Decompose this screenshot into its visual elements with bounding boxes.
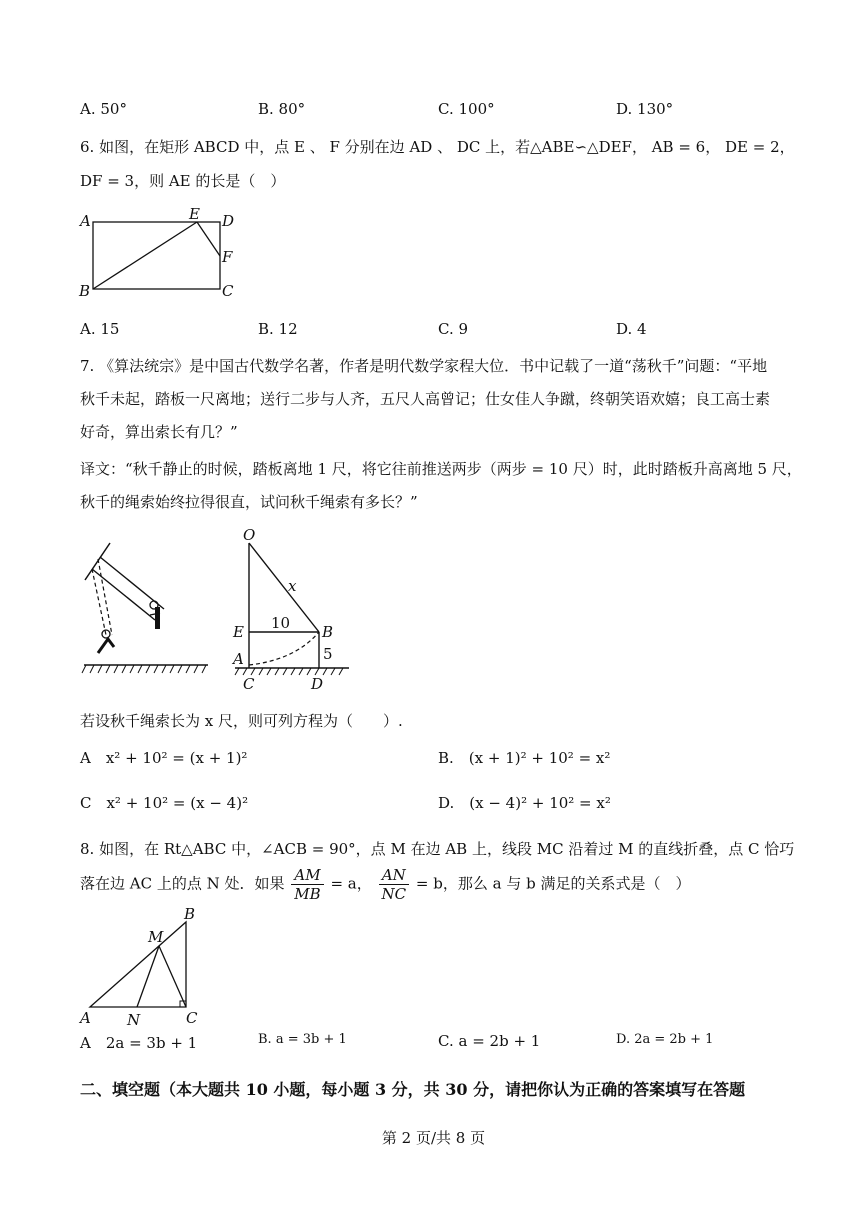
segment-mc	[159, 946, 186, 1007]
fraction-mb: MB	[294, 885, 321, 903]
fraction-am-mb	[291, 866, 323, 903]
q8-eq-a: = a，	[330, 874, 372, 893]
label-c: C	[243, 675, 255, 693]
label-m: M	[148, 928, 164, 946]
label-a: A	[233, 650, 244, 668]
q6-stem-line2: DF = 3，则 AE 的长是（ ）	[80, 172, 286, 190]
q7-option-c: C x² + 10² = (x − 4)²	[80, 794, 249, 812]
label-d: D	[311, 675, 324, 693]
q7-option-b: B. (x + 1)² + 10² = x²	[438, 749, 611, 767]
label-b: B	[184, 905, 196, 923]
label-f: F	[222, 248, 233, 266]
q6-stem-line1: 6. 如图，在矩形 ABCD 中，点 E 、 F 分别在边 AD 、 DC 上，若△ABE∽△DEF， AB = 6， DE = 2，	[80, 138, 795, 156]
label-b: B	[79, 282, 91, 300]
q8-stem-text-b: = b，那么 a 与 b 满足的关系式是（ ）	[415, 874, 691, 893]
q8-stem-line1: 8. 如图，在 Rt△ABC 中，∠ACB = 90°，点 M 在边 AB 上，线段 MC 沿着过 M 的直线折叠，点 C 恰巧	[80, 840, 795, 858]
segment-be	[93, 222, 197, 289]
label-c: C	[222, 282, 234, 300]
fraction-am: AM	[291, 866, 323, 885]
label-o: O	[243, 526, 256, 544]
q8-option-a: A 2a = 3b + 1	[80, 1034, 198, 1052]
q8-option-b: B. a = 3b + 1	[258, 1032, 347, 1047]
q7-prompt: 若设秋千绳索长为 x 尺，则可列方程为（ ）.	[80, 712, 403, 730]
q7-stem-line1: 7. 《算法统宗》是中国古代数学名著，作者是明代数学家程大位．书中记载了一道“荡秋千”问题：“平地	[80, 357, 768, 375]
q7-stem-line2: 秋千未起，踏板一尺离地；送行二步与人齐，五尺人高曾记；仕女佳人争蹴，终朝笑语欢嬉；良工高士素	[80, 390, 771, 408]
q8-stem-text-a: 落在边 AC 上的点 N 处．如果	[80, 874, 285, 893]
q7-option-a: A x² + 10² = (x + 1)²	[80, 749, 248, 767]
q7-option-d: D. (x − 4)² + 10² = x²	[438, 794, 611, 812]
q6-option-b: B. 12	[258, 320, 298, 338]
q6-option-d: D. 4	[616, 320, 647, 338]
page-footer: 第 2 页/共 8 页	[381, 1129, 486, 1147]
q8-option-d: D. 2a = 2b + 1	[616, 1032, 714, 1047]
label-x: x	[288, 577, 297, 595]
fraction-an-nc	[379, 866, 410, 903]
triangle-abc	[90, 922, 186, 1007]
q7-translation-line2: 秋千的绳索始终拉得很直，试问秋千绳索有多长？”	[80, 493, 418, 511]
q5-option-c: C. 100°	[438, 100, 495, 118]
label-n: N	[127, 1011, 141, 1029]
q5-option-a: A. 50°	[80, 100, 127, 118]
q5-option-d: D. 130°	[616, 100, 674, 118]
fraction-an: AN	[379, 866, 410, 885]
q8-triangle-figure	[76, 905, 211, 1030]
label-c: C	[186, 1009, 198, 1027]
label-a: A	[80, 212, 91, 230]
label-ten: 10	[271, 614, 291, 632]
q7-translation-line1: 译文：“秋千静止的时候，踏板离地 1 尺，将它往前推送两步（两步 = 10 尺）时，此时踏板升高离地 5 尺，	[80, 460, 802, 478]
q8-stem-line2	[80, 866, 690, 903]
swing-geometry-diagram	[225, 525, 355, 695]
label-e: E	[189, 205, 200, 223]
fraction-nc: NC	[381, 885, 407, 903]
label-a: A	[80, 1009, 91, 1027]
section-2-heading: 二、填空题（本大题共 10 小题，每小题 3 分，共 30 分，请把你认为正确的答案填写在答题	[80, 1080, 746, 1099]
q6-rectangle-figure	[76, 200, 246, 305]
swing-illustration	[80, 535, 210, 685]
q7-stem-line3: 好奇，算出索长有几？”	[80, 423, 238, 441]
rect-abcd	[93, 222, 220, 289]
label-b: B	[322, 623, 334, 641]
label-e: E	[233, 623, 244, 641]
q6-option-a: A. 15	[80, 320, 120, 338]
label-five: 5	[323, 645, 333, 663]
q5-option-b: B. 80°	[258, 100, 306, 118]
label-d: D	[222, 212, 235, 230]
segment-ef	[197, 222, 220, 256]
q6-option-c: C. 9	[438, 320, 469, 338]
q8-option-c: C. a = 2b + 1	[438, 1032, 541, 1050]
